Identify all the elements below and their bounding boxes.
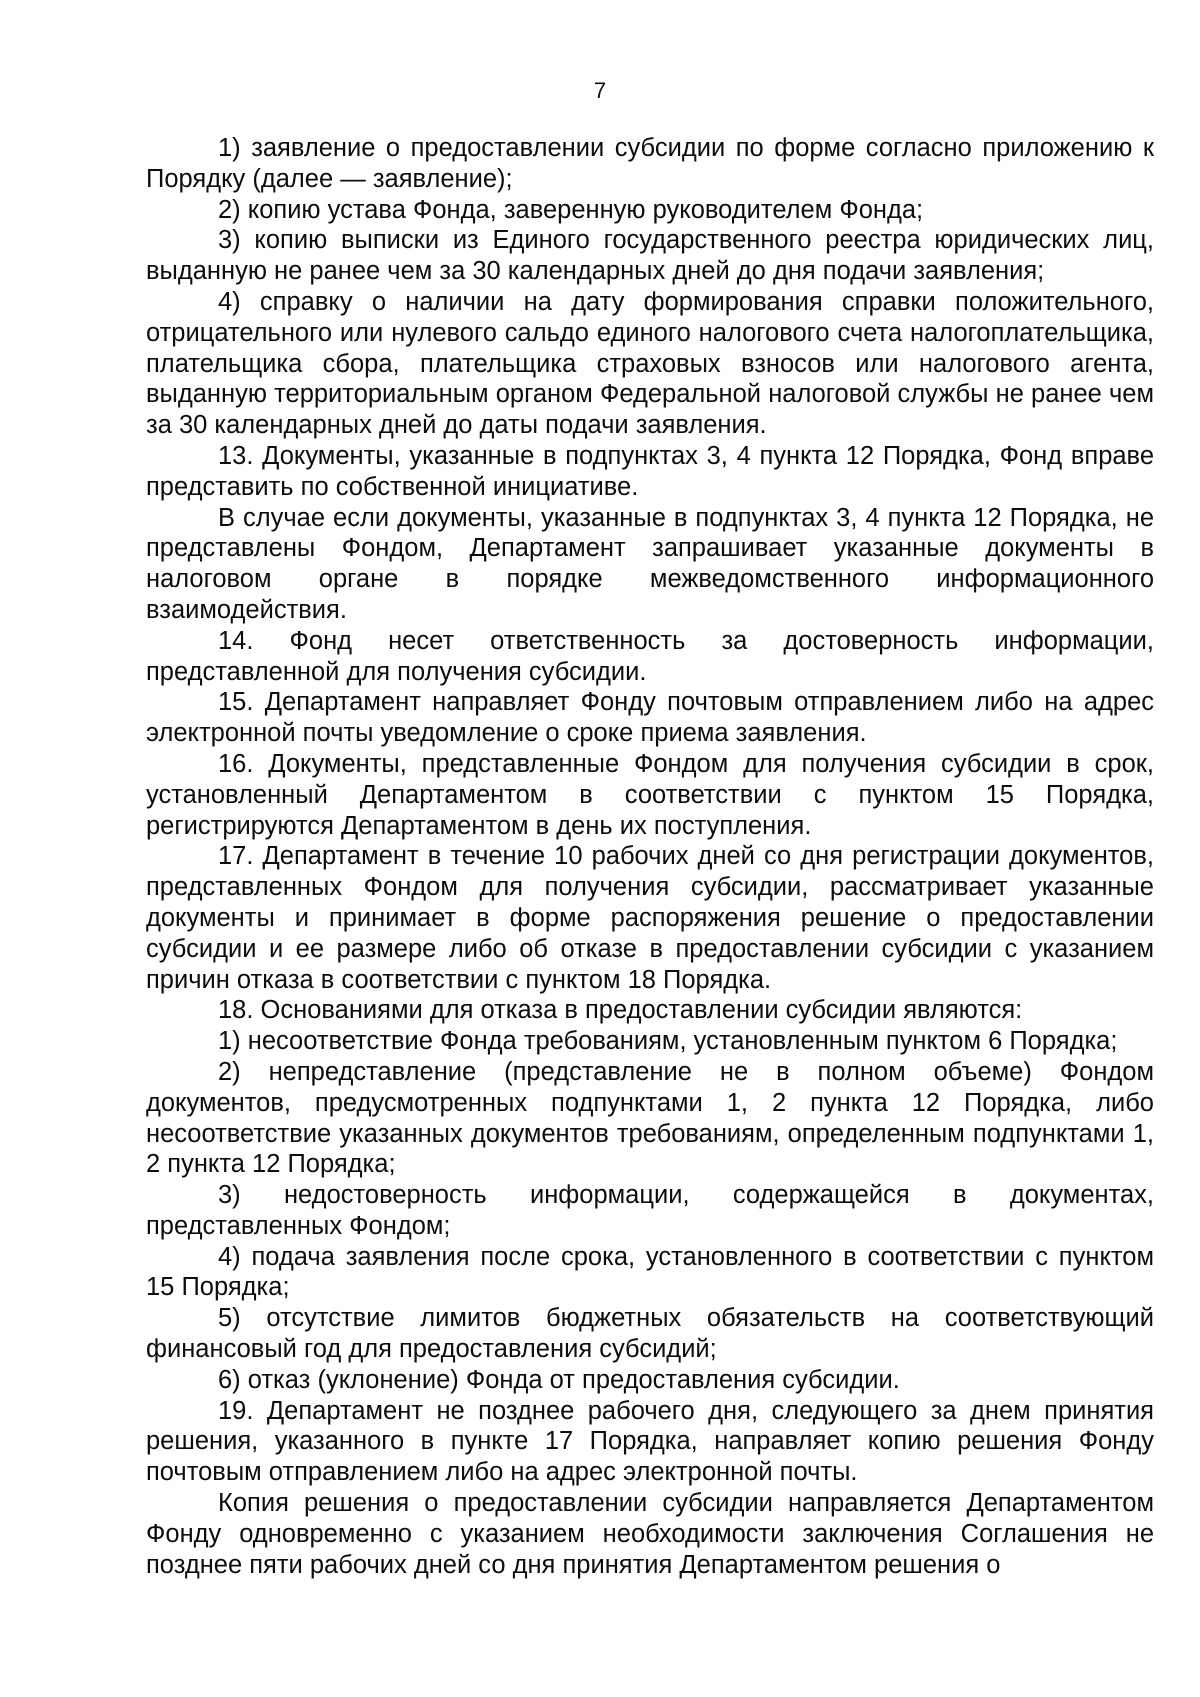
paragraph: 4) подача заявления после срока, установленного в соответствии с пунктом 15 Порядка; xyxy=(146,1242,1154,1302)
paragraph: 3) недостоверность информации, содержащейся в документах, представленных Фондом; xyxy=(146,1181,1154,1240)
paragraph: 2) копию устава Фонда, заверенную руководителем Фонда; xyxy=(218,195,924,224)
paragraph: 17. Департамент в течение 10 рабочих дней со дня регистрации документов, представленных Фондом для получения субсидии, рассматривает указанные документы и принимает в форме распоряжения решение о предоставлении субсидии и ее размере либо об отказе в предоставлении субсидии с указанием причин отказа в соответствии с пунктом 18 Порядка. xyxy=(146,842,1154,994)
paragraph: 15. Департамент направляет Фонду почтовым отправлением либо на адрес электронной почты уведомление о сроке приема заявления. xyxy=(146,688,1154,748)
paragraph: 1) несоответствие Фонда требованиям, установленным пунктом 6 Порядка; xyxy=(218,1027,1118,1056)
document-body xyxy=(146,133,1154,1580)
paragraph: 13. Документы, указанные в подпунктах 3, 4 пункта 12 Порядка, Фонд вправе представить по собственной инициативе. xyxy=(146,441,1154,501)
paragraph: В случае если документы, указанные в подпунктах 3, 4 пункта 12 Порядка, не представлены Фондом, Департамент запрашивает указанные документы в налоговом органе в порядке межведомственного информационного взаимодействия. xyxy=(146,503,1154,624)
paragraph: 1) заявление о предоставлении субсидии по форме согласно приложению к Порядку (далее — заявление); xyxy=(146,134,1154,193)
paragraph: 19. Департамент не позднее рабочего дня, следующего за днем принятия решения, указанного в пункте 17 Порядка, направляет копию решения Фонду почтовым отправлением либо на адрес электронной почты. xyxy=(146,1396,1154,1487)
paragraph: 5) отсутствие лимитов бюджетных обязательств на соответствующий финансовый год для предоставления субсидий; xyxy=(146,1304,1154,1364)
paragraph: 4) справку о наличии на дату формирования справки положительного, отрицательного или нулевого сальдо единого налогового счета налогоплательщика, плательщика сбора, плательщика страховых взносов или налогового агента, выданную территориальным органом Федеральной налоговой службы не ранее чем за 30 календарных дней до даты подачи заявления. xyxy=(146,287,1154,440)
paragraph: 2) непредставление (представление не в полном объеме) Фондом документов, предусмотренных подпунктами 1, 2 пункта 12 Порядка, либо несоответствие указанных документов требованиям, определенным подпунктами 1, 2 пункта 12 Порядка; xyxy=(146,1057,1154,1179)
paragraph: Копия решения о предоставлении субсидии направляется Департаментом Фонду одновременно с указанием необходимости заключения Соглашения не позднее пяти рабочих дней со дня принятия Департаментом решения о xyxy=(146,1489,1154,1579)
paragraph: 16. Документы, представленные Фондом для получения субсидии в срок, установленный Департаментом в соответствии с пунктом 15 Порядка, регистрируются Департаментом в день их поступления. xyxy=(146,749,1154,840)
paragraph: 6) отказ (уклонение) Фонда от предоставления субсидии. xyxy=(218,1365,900,1394)
page-number: 7 xyxy=(593,78,607,103)
paragraph: 18. Основаниями для отказа в предоставлении субсидии являются: xyxy=(218,996,1023,1025)
paragraph: 14. Фонд несет ответственность за достоверность информации, представленной для получения субсидии. xyxy=(146,626,1154,686)
paragraph: 3) копию выписки из Единого государственного реестра юридических лиц, выданную не ранее чем за 30 календарных дней до дня подачи заявления; xyxy=(146,226,1154,286)
